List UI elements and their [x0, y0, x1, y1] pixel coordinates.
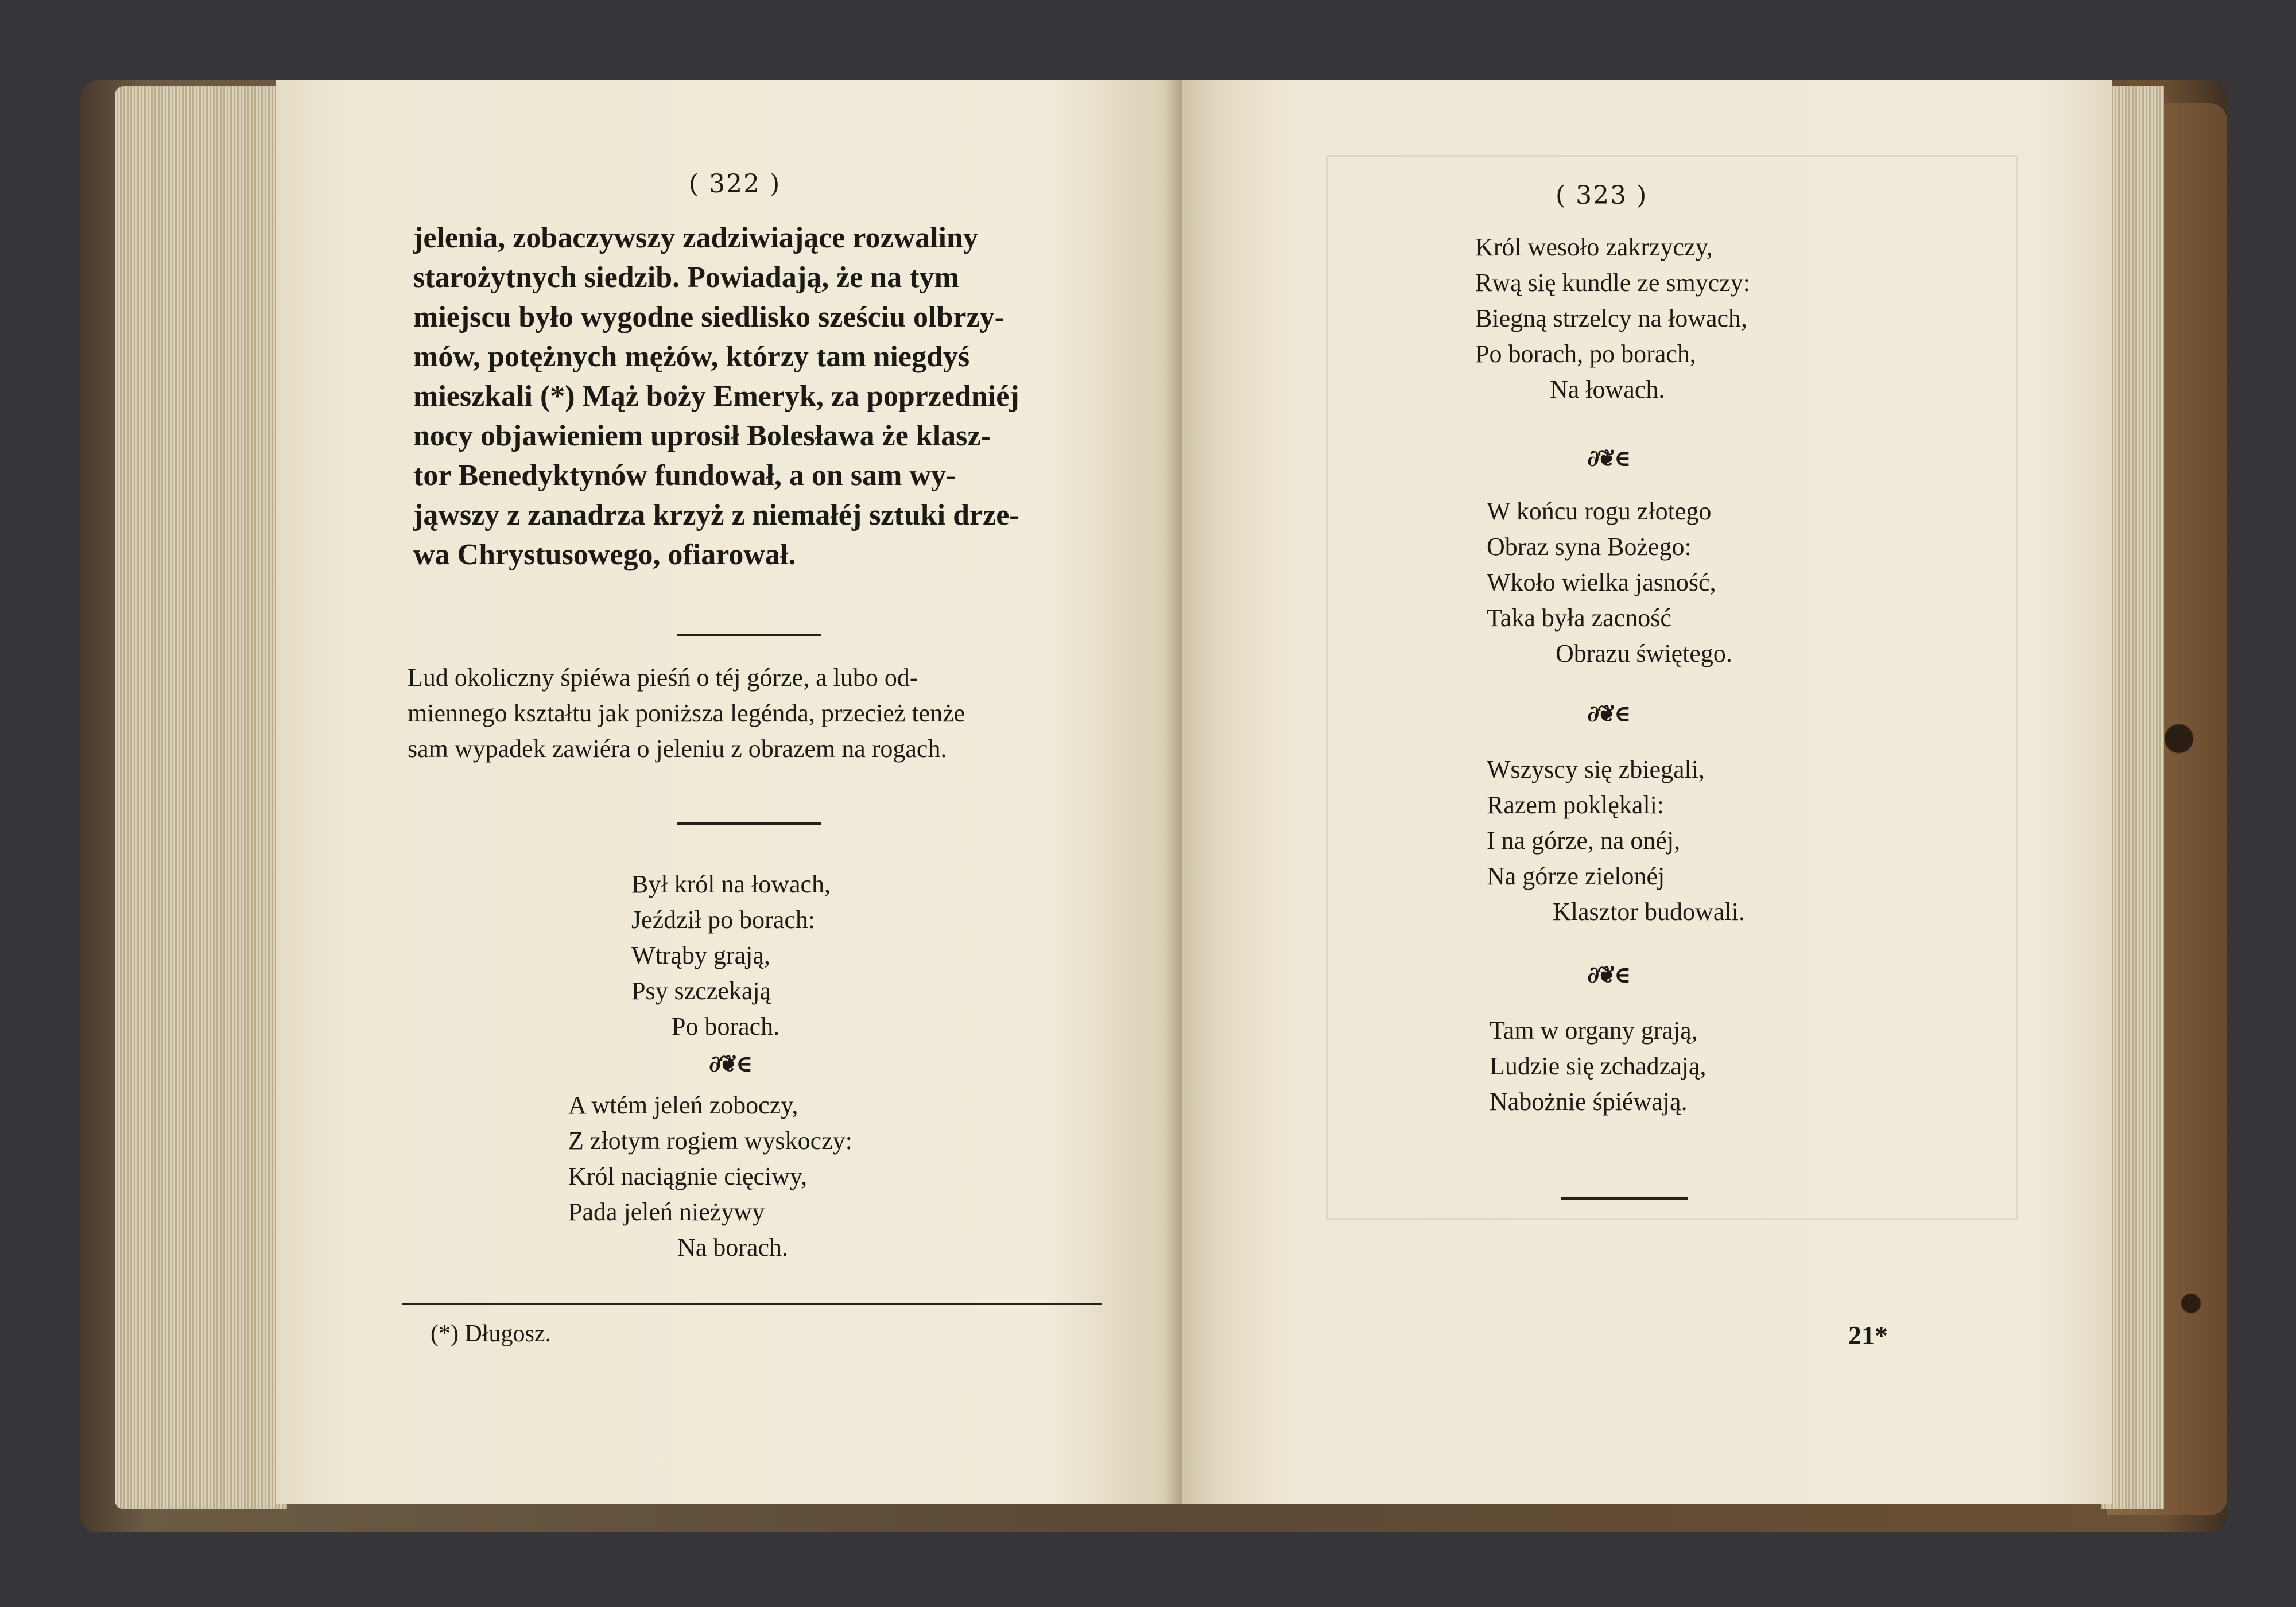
prose-line: miejscu było wygodne siedlisko sześciu olbrzy- — [413, 301, 1004, 333]
verse-stanza-4 — [1487, 494, 1732, 671]
prose-paragraph — [413, 218, 1091, 575]
intro-line: Lud okoliczny śpiéwa pieśń o téj górze, a lubo od- — [408, 663, 918, 692]
ornament-icon: ∂❦∈ — [1587, 445, 1629, 472]
intro-paragraph — [408, 660, 1096, 767]
verse-line: Razem poklękali: — [1487, 791, 1665, 819]
verse-line: Biegną strzelcy na łowach, — [1475, 304, 1748, 332]
verse-line: Król wesoło zakrzyczy, — [1475, 233, 1713, 261]
verse-stanza-5 — [1487, 752, 1745, 930]
prose-line: wa Chrystusowego, ofiarował. — [413, 538, 796, 571]
verse-line: Obraz syna Bożego: — [1487, 533, 1692, 561]
intro-line: sam wypadek zawiéra o jeleniu z obrazem na rogach. — [408, 735, 947, 763]
prose-line: mieszkali (*) Mąż boży Emeryk, za poprzedniéj — [413, 380, 1019, 413]
right-page — [1182, 80, 2112, 1504]
end-rule — [1561, 1197, 1688, 1200]
verse-line: Rwą się kundle ze smyczy: — [1475, 269, 1750, 297]
ornament-icon: ∂❦∈ — [1587, 700, 1629, 727]
verse-line: Ludzie się zchadzają, — [1490, 1052, 1707, 1080]
prose-line: nocy objawieniem uprosił Bolesława że klasz- — [413, 420, 991, 452]
verse-stanza-6 — [1490, 1013, 1706, 1120]
verse-line: Wtrąby grają, — [631, 941, 770, 969]
verse-line: A wtém jeleń zoboczy, — [568, 1091, 798, 1119]
ornament-icon: ∂❦∈ — [1587, 961, 1629, 988]
verse-line: Wkoło wielka jasność, — [1487, 568, 1716, 596]
verse-line: Psy szczekają — [631, 977, 771, 1005]
verse-line: Na borach. — [677, 1233, 789, 1261]
prose-line: starożytnych siedzib. Powiadają, że na tym — [413, 261, 959, 294]
verse-stanza-1 — [631, 867, 831, 1045]
verse-line: Na łowach. — [1550, 375, 1665, 403]
verse-line: Tam w organy grają, — [1490, 1016, 1698, 1045]
verse-line: Pada jeleń nieżywy — [568, 1198, 765, 1226]
verse-line: W końcu rogu złotego — [1487, 497, 1712, 525]
verse-line: I na górze, na onéj, — [1487, 826, 1681, 855]
prose-line: mów, potężnych mężów, którzy tam niegdyś — [413, 340, 970, 373]
page-number-right: ( 323 ) — [1556, 181, 1648, 210]
verse-line: Wszyscy się zbiegali, — [1487, 755, 1705, 783]
verse-line: Po borach, po borach, — [1475, 340, 1696, 368]
page-number-left: ( 322 ) — [689, 169, 781, 199]
footnote-rule — [402, 1303, 1102, 1305]
verse-line: Taka była zacność — [1487, 604, 1671, 632]
ornamental-rule — [677, 822, 821, 825]
verse-line: Po borach. — [672, 1012, 780, 1041]
verse-line: Na górze zielonéj — [1487, 862, 1665, 890]
left-page — [276, 80, 1182, 1504]
verse-line: Z złotym rogiem wyskoczy: — [568, 1127, 852, 1155]
verse-stanza-2 — [568, 1088, 852, 1266]
footnote: (*) Długosz. — [430, 1321, 551, 1347]
prose-line: tor Benedyktynów fundował, a on sam wy- — [413, 459, 956, 492]
ornament-icon: ∂❦∈ — [709, 1050, 751, 1077]
signature-mark: 21* — [1848, 1321, 1888, 1350]
verse-line: Obrazu świętego. — [1556, 639, 1732, 667]
intro-line: miennego kształtu jak poniższa legénda, przecież tenże — [408, 699, 965, 727]
verse-line: Nabożnie śpiéwają. — [1490, 1088, 1688, 1116]
prose-line: jelenia, zobaczywszy zadziwiające rozwaliny — [413, 222, 978, 254]
section-divider — [677, 634, 821, 636]
verse-line: Klasztor budowali. — [1553, 898, 1745, 926]
prose-line: jąwszy z zanadrza krzyż z niemałéj sztuki drze- — [413, 499, 1019, 531]
verse-line: Był król na łowach, — [631, 870, 831, 898]
verse-stanza-3 — [1475, 230, 1750, 407]
verse-line: Król naciągnie cięciwy, — [568, 1162, 808, 1190]
verse-line: Jeździł po borach: — [631, 906, 816, 934]
left-page-edges — [115, 86, 287, 1509]
